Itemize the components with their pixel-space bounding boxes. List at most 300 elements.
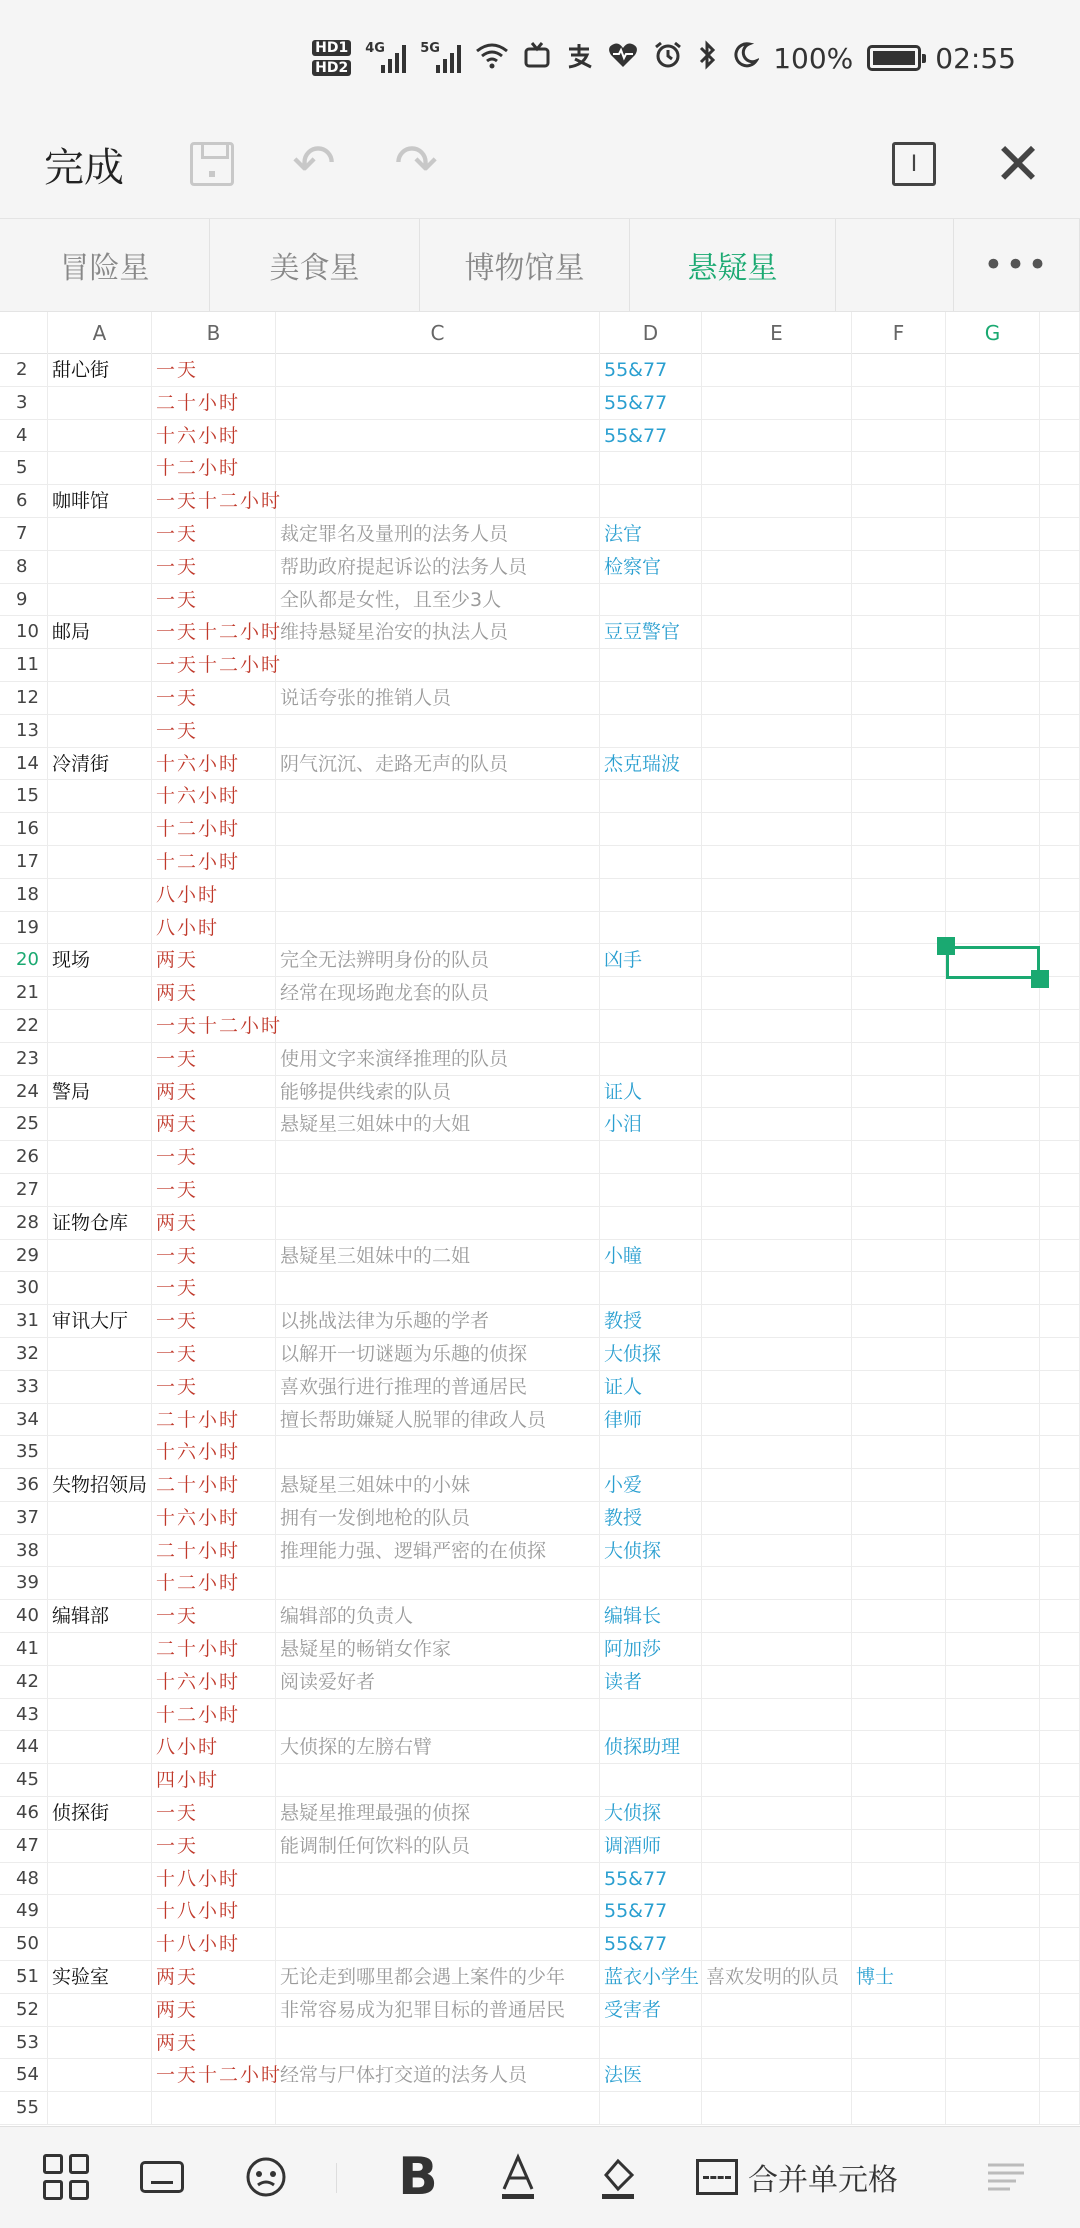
cell-duration[interactable]: 八小时 xyxy=(152,879,276,911)
tab-sheet-1[interactable]: 冒险星 xyxy=(0,219,210,311)
cell-h[interactable] xyxy=(1040,584,1080,616)
cell-description[interactable] xyxy=(276,715,600,747)
cell-h[interactable] xyxy=(1040,1699,1080,1731)
cell-h[interactable] xyxy=(1040,616,1080,648)
row-number[interactable]: 35 xyxy=(0,1436,48,1468)
row-number[interactable]: 22 xyxy=(0,1010,48,1042)
cell-extra-description[interactable] xyxy=(702,1436,852,1468)
row-number[interactable]: 42 xyxy=(0,1666,48,1698)
cell-h[interactable] xyxy=(1040,912,1080,944)
row-number[interactable]: 19 xyxy=(0,912,48,944)
cell-g[interactable] xyxy=(946,912,1040,944)
cell-extra-description[interactable] xyxy=(702,1600,852,1632)
cell-role[interactable] xyxy=(600,584,702,616)
cell-extra-description[interactable] xyxy=(702,1469,852,1501)
cell-extra-description[interactable] xyxy=(702,1928,852,1960)
cell-description[interactable] xyxy=(276,1174,600,1206)
cell-extra-description[interactable] xyxy=(702,748,852,780)
row-number[interactable]: 16 xyxy=(0,813,48,845)
cell-g[interactable] xyxy=(946,2059,1040,2091)
cell-extra-role[interactable] xyxy=(852,1338,946,1370)
bold-button[interactable] xyxy=(388,2147,448,2207)
cell-h[interactable] xyxy=(1040,879,1080,911)
tab-blank[interactable] xyxy=(836,219,954,311)
cell-h[interactable] xyxy=(1040,649,1080,681)
cell-h[interactable] xyxy=(1040,1141,1080,1173)
cell-g[interactable] xyxy=(946,1207,1040,1239)
cell-role[interactable]: 调酒师 xyxy=(600,1830,702,1862)
cell-location[interactable] xyxy=(48,2092,152,2124)
cell-duration[interactable]: 十二小时 xyxy=(152,813,276,845)
cell-role[interactable] xyxy=(600,879,702,911)
cell-g[interactable] xyxy=(946,584,1040,616)
cell-role[interactable]: 大侦探 xyxy=(600,1338,702,1370)
cell-extra-description[interactable] xyxy=(702,584,852,616)
cell-duration[interactable]: 一天十二小时 xyxy=(152,485,276,517)
cell-extra-role[interactable] xyxy=(852,2059,946,2091)
cell-role[interactable]: 证人 xyxy=(600,1371,702,1403)
cell-duration[interactable]: 一天 xyxy=(152,682,276,714)
cell-role[interactable] xyxy=(600,1043,702,1075)
cell-role[interactable]: 教授 xyxy=(600,1305,702,1337)
cell-location[interactable] xyxy=(48,1567,152,1599)
cell-extra-description[interactable] xyxy=(702,1994,852,2026)
cell-description[interactable]: 以挑战法律为乐趣的学者 xyxy=(276,1305,600,1337)
cell-role[interactable] xyxy=(600,813,702,845)
row-number[interactable]: 41 xyxy=(0,1633,48,1665)
cell-duration[interactable]: 一天 xyxy=(152,1272,276,1304)
cell-h[interactable] xyxy=(1040,1961,1080,1993)
cell-description[interactable]: 悬疑星的畅销女作家 xyxy=(276,1633,600,1665)
cell-duration[interactable]: 两天 xyxy=(152,2027,276,2059)
cell-h[interactable] xyxy=(1040,518,1080,550)
cell-duration[interactable]: 一天 xyxy=(152,1141,276,1173)
cell-duration[interactable]: 一天 xyxy=(152,1174,276,1206)
cell-extra-description[interactable] xyxy=(702,1371,852,1403)
cell-duration[interactable]: 一天 xyxy=(152,1600,276,1632)
cell-description[interactable] xyxy=(276,1141,600,1173)
row-number[interactable]: 9 xyxy=(0,584,48,616)
row-number[interactable]: 45 xyxy=(0,1764,48,1796)
cell-duration[interactable]: 二十小时 xyxy=(152,387,276,419)
reading-mode-button[interactable] xyxy=(886,136,942,192)
cell-h[interactable] xyxy=(1040,1305,1080,1337)
row-number[interactable]: 5 xyxy=(0,452,48,484)
cell-h[interactable] xyxy=(1040,1502,1080,1534)
cell-duration[interactable]: 两天 xyxy=(152,1994,276,2026)
row-number[interactable]: 4 xyxy=(0,420,48,452)
cell-g[interactable] xyxy=(946,944,1040,976)
cell-duration[interactable]: 十八小时 xyxy=(152,1863,276,1895)
cell-description[interactable]: 悬疑星三姐妹中的小妹 xyxy=(276,1469,600,1501)
cell-extra-description[interactable] xyxy=(702,1731,852,1763)
cell-h[interactable] xyxy=(1040,1272,1080,1304)
cell-extra-role[interactable] xyxy=(852,1469,946,1501)
cell-g[interactable] xyxy=(946,1633,1040,1665)
cell-description[interactable] xyxy=(276,1272,600,1304)
cell-h[interactable] xyxy=(1040,1928,1080,1960)
cell-role[interactable]: 法医 xyxy=(600,2059,702,2091)
cell-location[interactable] xyxy=(48,1272,152,1304)
cell-location[interactable] xyxy=(48,1141,152,1173)
cell-role[interactable]: 大侦探 xyxy=(600,1797,702,1829)
cell-description[interactable] xyxy=(276,1699,600,1731)
cell-g[interactable] xyxy=(946,1994,1040,2026)
row-number[interactable]: 55 xyxy=(0,2092,48,2124)
cell-location[interactable] xyxy=(48,1010,152,1042)
row-number[interactable]: 17 xyxy=(0,846,48,878)
cell-extra-role[interactable] xyxy=(852,354,946,386)
cell-g[interactable] xyxy=(946,1469,1040,1501)
cell-g[interactable] xyxy=(946,1272,1040,1304)
cell-description[interactable]: 以解开一切谜题为乐趣的侦探 xyxy=(276,1338,600,1370)
wrap-text-button[interactable] xyxy=(976,2147,1036,2207)
cell-g[interactable] xyxy=(946,1600,1040,1632)
cell-role[interactable]: 检察官 xyxy=(600,551,702,583)
cell-extra-description[interactable] xyxy=(702,1830,852,1862)
cell-duration[interactable]: 一天十二小时 xyxy=(152,616,276,648)
cell-h[interactable] xyxy=(1040,682,1080,714)
cell-description[interactable] xyxy=(276,2092,600,2124)
cell-location[interactable]: 编辑部 xyxy=(48,1600,152,1632)
cell-location[interactable] xyxy=(48,1535,152,1567)
cell-g[interactable] xyxy=(946,1043,1040,1075)
cell-extra-description[interactable] xyxy=(702,1141,852,1173)
cell-description[interactable]: 大侦探的左膀右臂 xyxy=(276,1731,600,1763)
cell-extra-role[interactable] xyxy=(852,846,946,878)
cell-location[interactable] xyxy=(48,715,152,747)
cell-role[interactable] xyxy=(600,1207,702,1239)
row-number[interactable]: 50 xyxy=(0,1928,48,1960)
cell-duration[interactable]: 一天 xyxy=(152,551,276,583)
cell-description[interactable] xyxy=(276,1895,600,1927)
row-number[interactable]: 15 xyxy=(0,780,48,812)
cell-extra-role[interactable] xyxy=(852,1699,946,1731)
cell-role[interactable]: 杰克瑞波 xyxy=(600,748,702,780)
cell-extra-role[interactable] xyxy=(852,1108,946,1140)
cell-h[interactable] xyxy=(1040,1830,1080,1862)
cell-duration[interactable]: 二十小时 xyxy=(152,1535,276,1567)
cell-h[interactable] xyxy=(1040,1600,1080,1632)
cell-extra-description[interactable] xyxy=(702,813,852,845)
cell-h[interactable] xyxy=(1040,1338,1080,1370)
cell-extra-description[interactable] xyxy=(702,1043,852,1075)
row-number[interactable]: 3 xyxy=(0,387,48,419)
cell-location[interactable] xyxy=(48,1174,152,1206)
cell-h[interactable] xyxy=(1040,1666,1080,1698)
row-number[interactable]: 48 xyxy=(0,1863,48,1895)
cell-duration[interactable]: 八小时 xyxy=(152,1731,276,1763)
cell-extra-role[interactable] xyxy=(852,1010,946,1042)
row-number[interactable]: 28 xyxy=(0,1207,48,1239)
row-number[interactable]: 32 xyxy=(0,1338,48,1370)
cell-extra-role[interactable] xyxy=(852,879,946,911)
cell-role[interactable]: 侦探助理 xyxy=(600,1731,702,1763)
cell-g[interactable] xyxy=(946,1404,1040,1436)
row-number[interactable]: 38 xyxy=(0,1535,48,1567)
row-number[interactable]: 49 xyxy=(0,1895,48,1927)
cell-description[interactable] xyxy=(276,813,600,845)
cell-role[interactable] xyxy=(600,1272,702,1304)
tab-sheet-4-active[interactable]: 悬疑星 xyxy=(630,219,836,311)
cell-duration[interactable]: 一天 xyxy=(152,715,276,747)
cell-description[interactable] xyxy=(276,2027,600,2059)
cell-g[interactable] xyxy=(946,1108,1040,1140)
cell-description[interactable]: 悬疑星三姐妹中的大姐 xyxy=(276,1108,600,1140)
cell-description[interactable]: 悬疑星三姐妹中的二姐 xyxy=(276,1240,600,1272)
cell-h[interactable] xyxy=(1040,1994,1080,2026)
cell-description[interactable]: 经常与尸体打交道的法务人员 xyxy=(276,2059,600,2091)
close-button[interactable] xyxy=(990,130,1046,198)
cell-g[interactable] xyxy=(946,748,1040,780)
cell-role[interactable] xyxy=(600,780,702,812)
cell-description[interactable] xyxy=(276,452,600,484)
cell-duration[interactable]: 十二小时 xyxy=(152,1699,276,1731)
cell-extra-description[interactable] xyxy=(702,485,852,517)
cell-h[interactable] xyxy=(1040,1043,1080,1075)
cell-extra-role[interactable] xyxy=(852,944,946,976)
cell-duration[interactable]: 十六小时 xyxy=(152,420,276,452)
cell-location[interactable] xyxy=(48,1830,152,1862)
cell-location[interactable] xyxy=(48,420,152,452)
cell-h[interactable] xyxy=(1040,1731,1080,1763)
cell-location[interactable] xyxy=(48,846,152,878)
row-number[interactable]: 24 xyxy=(0,1076,48,1108)
cell-location[interactable] xyxy=(48,1502,152,1534)
cell-description[interactable]: 全队都是女性，且至少3人 xyxy=(276,584,600,616)
col-header-c[interactable]: C xyxy=(276,312,600,354)
cell-duration[interactable]: 一天 xyxy=(152,518,276,550)
cell-duration[interactable]: 二十小时 xyxy=(152,1404,276,1436)
col-header-b[interactable]: B xyxy=(152,312,276,354)
cell-g[interactable] xyxy=(946,977,1040,1009)
cell-location[interactable] xyxy=(48,1338,152,1370)
cell-extra-role[interactable] xyxy=(852,1797,946,1829)
cell-extra-role[interactable] xyxy=(852,1895,946,1927)
cell-duration[interactable]: 八小时 xyxy=(152,912,276,944)
cell-duration[interactable]: 一天十二小时 xyxy=(152,1010,276,1042)
cell-description[interactable]: 阅读爱好者 xyxy=(276,1666,600,1698)
cell-duration[interactable]: 一天 xyxy=(152,1371,276,1403)
cell-g[interactable] xyxy=(946,452,1040,484)
cell-duration[interactable]: 两天 xyxy=(152,1108,276,1140)
col-header-d[interactable]: D xyxy=(600,312,702,354)
cell-extra-description[interactable] xyxy=(702,1567,852,1599)
cell-h[interactable] xyxy=(1040,452,1080,484)
cell-location[interactable] xyxy=(48,1699,152,1731)
cell-location[interactable] xyxy=(48,1043,152,1075)
cell-location[interactable]: 邮局 xyxy=(48,616,152,648)
cell-duration[interactable]: 一天 xyxy=(152,1240,276,1272)
cell-h[interactable] xyxy=(1040,1863,1080,1895)
cell-extra-role[interactable] xyxy=(852,977,946,1009)
cell-location[interactable] xyxy=(48,2059,152,2091)
cell-h[interactable] xyxy=(1040,1797,1080,1829)
cell-g[interactable] xyxy=(946,2092,1040,2124)
cell-extra-role[interactable] xyxy=(852,1994,946,2026)
row-number[interactable]: 37 xyxy=(0,1502,48,1534)
cell-description[interactable]: 裁定罪名及量刑的法务人员 xyxy=(276,518,600,550)
cell-extra-role[interactable] xyxy=(852,1240,946,1272)
cell-location[interactable] xyxy=(48,1928,152,1960)
cell-extra-description[interactable] xyxy=(702,1108,852,1140)
row-number[interactable]: 51 xyxy=(0,1961,48,1993)
cell-location[interactable] xyxy=(48,1404,152,1436)
col-header-f[interactable]: F xyxy=(852,312,946,354)
cell-extra-description[interactable] xyxy=(702,879,852,911)
cell-role[interactable]: 阿加莎 xyxy=(600,1633,702,1665)
cell-extra-role[interactable] xyxy=(852,1305,946,1337)
cell-extra-role[interactable] xyxy=(852,649,946,681)
cell-extra-role[interactable] xyxy=(852,616,946,648)
cell-role[interactable] xyxy=(600,1436,702,1468)
cell-location[interactable] xyxy=(48,879,152,911)
cell-extra-description[interactable] xyxy=(702,1863,852,1895)
row-number[interactable]: 27 xyxy=(0,1174,48,1206)
row-number[interactable]: 29 xyxy=(0,1240,48,1272)
cell-description[interactable]: 完全无法辨明身份的队员 xyxy=(276,944,600,976)
cell-duration[interactable]: 十六小时 xyxy=(152,780,276,812)
cell-role[interactable] xyxy=(600,1141,702,1173)
cell-h[interactable] xyxy=(1040,1207,1080,1239)
cell-g[interactable] xyxy=(946,1731,1040,1763)
cell-description[interactable] xyxy=(276,1436,600,1468)
cell-location[interactable] xyxy=(48,912,152,944)
cell-extra-description[interactable] xyxy=(702,1797,852,1829)
cell-g[interactable] xyxy=(946,1371,1040,1403)
cell-role[interactable] xyxy=(600,682,702,714)
row-number[interactable]: 20 xyxy=(0,944,48,976)
keyboard-button[interactable] xyxy=(132,2147,192,2207)
cell-description[interactable] xyxy=(276,780,600,812)
cell-extra-description[interactable]: 喜欢发明的队员 xyxy=(702,1961,852,1993)
cell-g[interactable] xyxy=(946,420,1040,452)
cell-location[interactable] xyxy=(48,551,152,583)
cell-role[interactable] xyxy=(600,1764,702,1796)
cell-extra-description[interactable] xyxy=(702,1535,852,1567)
cell-description[interactable] xyxy=(276,1863,600,1895)
font-color-button[interactable] xyxy=(488,2147,548,2207)
cell-g[interactable] xyxy=(946,715,1040,747)
cell-extra-description[interactable] xyxy=(702,354,852,386)
cell-h[interactable] xyxy=(1040,1240,1080,1272)
done-button[interactable]: 完成 xyxy=(44,145,124,191)
cell-h[interactable] xyxy=(1040,1404,1080,1436)
cell-location[interactable] xyxy=(48,1895,152,1927)
cell-location[interactable] xyxy=(48,387,152,419)
cell-role[interactable] xyxy=(600,2092,702,2124)
cell-description[interactable] xyxy=(276,420,600,452)
cell-extra-role[interactable] xyxy=(852,1043,946,1075)
cell-extra-role[interactable] xyxy=(852,1207,946,1239)
cell-location[interactable] xyxy=(48,518,152,550)
cell-description[interactable] xyxy=(276,649,600,681)
cell-extra-role[interactable] xyxy=(852,748,946,780)
cell-role[interactable] xyxy=(600,1010,702,1042)
row-number[interactable]: 44 xyxy=(0,1731,48,1763)
cell-extra-role[interactable] xyxy=(852,1404,946,1436)
cell-location[interactable] xyxy=(48,1863,152,1895)
cell-h[interactable] xyxy=(1040,2059,1080,2091)
cell-duration[interactable]: 两天 xyxy=(152,1207,276,1239)
cell-extra-description[interactable] xyxy=(702,1338,852,1370)
cell-role[interactable]: 小泪 xyxy=(600,1108,702,1140)
cell-role[interactable]: 编辑长 xyxy=(600,1600,702,1632)
cell-role[interactable]: 豆豆警官 xyxy=(600,616,702,648)
cell-g[interactable] xyxy=(946,518,1040,550)
cell-h[interactable] xyxy=(1040,780,1080,812)
cell-description[interactable] xyxy=(276,912,600,944)
cell-g[interactable] xyxy=(946,1567,1040,1599)
cell-g[interactable] xyxy=(946,2027,1040,2059)
cell-description[interactable] xyxy=(276,354,600,386)
cell-h[interactable] xyxy=(1040,813,1080,845)
cell-description[interactable]: 能调制任何饮料的队员 xyxy=(276,1830,600,1862)
cell-g[interactable] xyxy=(946,1174,1040,1206)
cell-extra-role[interactable] xyxy=(852,2092,946,2124)
cell-g[interactable] xyxy=(946,1863,1040,1895)
cell-duration[interactable]: 一天 xyxy=(152,1043,276,1075)
row-number[interactable]: 18 xyxy=(0,879,48,911)
cell-h[interactable] xyxy=(1040,1371,1080,1403)
cell-h[interactable] xyxy=(1040,1436,1080,1468)
cell-duration[interactable]: 十二小时 xyxy=(152,1567,276,1599)
cell-role[interactable]: 大侦探 xyxy=(600,1535,702,1567)
cell-location[interactable]: 侦探街 xyxy=(48,1797,152,1829)
cell-h[interactable] xyxy=(1040,1108,1080,1140)
cell-extra-role[interactable] xyxy=(852,584,946,616)
cell-duration[interactable]: 十六小时 xyxy=(152,1436,276,1468)
cell-g[interactable] xyxy=(946,1076,1040,1108)
cell-description[interactable] xyxy=(276,1010,600,1042)
cell-duration[interactable]: 十六小时 xyxy=(152,748,276,780)
cell-g[interactable] xyxy=(946,1928,1040,1960)
cell-extra-role[interactable] xyxy=(852,1633,946,1665)
cell-description[interactable] xyxy=(276,1928,600,1960)
cell-extra-description[interactable] xyxy=(702,1502,852,1534)
cell-extra-role[interactable] xyxy=(852,780,946,812)
cell-extra-description[interactable] xyxy=(702,2092,852,2124)
cell-duration[interactable]: 两天 xyxy=(152,944,276,976)
cell-location[interactable] xyxy=(48,1240,152,1272)
cell-role[interactable]: 55&77 xyxy=(600,1895,702,1927)
cell-extra-description[interactable] xyxy=(702,944,852,976)
cell-extra-role[interactable] xyxy=(852,420,946,452)
cell-extra-description[interactable] xyxy=(702,715,852,747)
cell-extra-role[interactable] xyxy=(852,715,946,747)
cell-g[interactable] xyxy=(946,1010,1040,1042)
cell-role[interactable] xyxy=(600,2027,702,2059)
cell-extra-role[interactable] xyxy=(852,452,946,484)
cell-duration[interactable]: 一天 xyxy=(152,1305,276,1337)
cell-extra-role[interactable] xyxy=(852,1731,946,1763)
cell-role[interactable]: 读者 xyxy=(600,1666,702,1698)
cell-description[interactable]: 擅长帮助嫌疑人脱罪的律政人员 xyxy=(276,1404,600,1436)
cell-description[interactable] xyxy=(276,485,600,517)
cell-extra-description[interactable] xyxy=(702,2027,852,2059)
cell-description[interactable]: 喜欢强行进行推理的普通居民 xyxy=(276,1371,600,1403)
cell-extra-role[interactable] xyxy=(852,1174,946,1206)
cell-duration[interactable]: 一天 xyxy=(152,584,276,616)
cell-duration[interactable]: 十二小时 xyxy=(152,452,276,484)
cell-duration[interactable]: 十六小时 xyxy=(152,1666,276,1698)
cell-extra-description[interactable] xyxy=(702,780,852,812)
cell-extra-role[interactable] xyxy=(852,1371,946,1403)
cell-h[interactable] xyxy=(1040,1764,1080,1796)
save-button[interactable] xyxy=(184,136,240,192)
cell-location[interactable]: 实验室 xyxy=(48,1961,152,1993)
cell-role[interactable]: 55&77 xyxy=(600,1863,702,1895)
